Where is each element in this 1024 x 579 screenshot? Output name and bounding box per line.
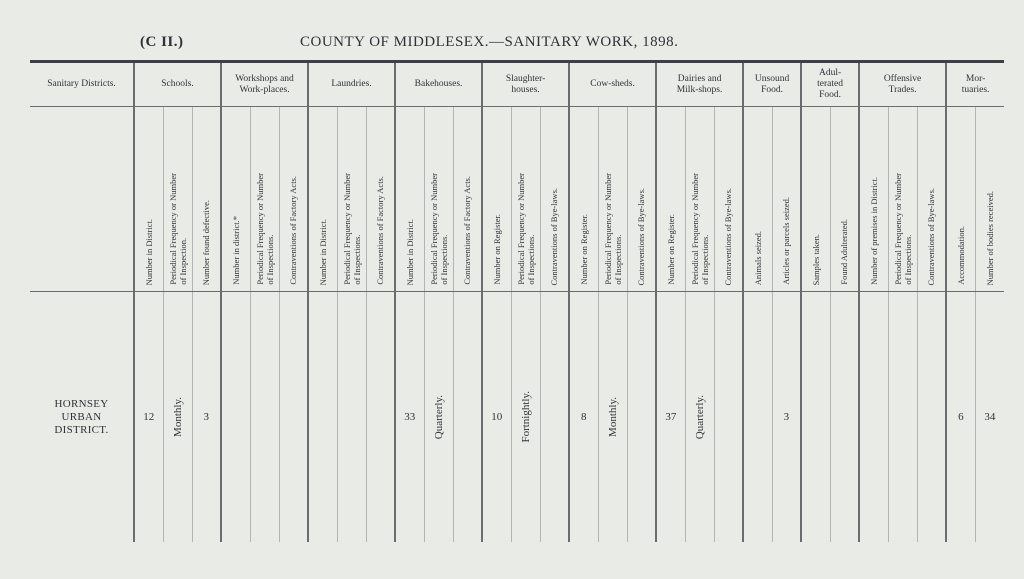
column-header-cell xyxy=(250,107,279,292)
column-header-cell xyxy=(134,107,163,292)
column-header-cell xyxy=(888,107,917,292)
cell-value: 8 xyxy=(581,411,587,423)
column-header: Number in District. xyxy=(143,218,154,285)
group-header: Dairies and Milk-shops. xyxy=(656,62,743,107)
data-cell xyxy=(134,292,163,543)
table-label: (C II.) xyxy=(140,34,184,50)
column-header-cell xyxy=(337,107,366,292)
data-cell xyxy=(163,292,192,543)
column-header-cell xyxy=(192,107,221,292)
data-cell xyxy=(656,292,685,543)
column-header: Contraventions of Bye-laws. xyxy=(636,187,647,285)
group-header: Cow-sheds. xyxy=(569,62,656,107)
cell-value: 34 xyxy=(984,411,996,423)
column-header-cell xyxy=(917,107,946,292)
data-cell xyxy=(946,292,975,543)
data-cell xyxy=(888,292,917,543)
data-cell xyxy=(917,292,946,543)
cell-value: 3 xyxy=(203,411,209,423)
column-header: Number in District. xyxy=(317,218,328,285)
column-header-cell xyxy=(163,107,192,292)
column-header-cell xyxy=(482,107,511,292)
data-cell xyxy=(308,292,337,543)
column-header-cell xyxy=(221,107,250,292)
column-header: Contraventions of Factory Acts. xyxy=(288,176,299,285)
column-header: Contraventions of Bye-laws. xyxy=(926,187,937,285)
group-header: Offensive Trades. xyxy=(859,62,946,107)
data-cell xyxy=(801,292,830,543)
group-header: Unsound Food. xyxy=(743,62,801,107)
column-header: Animals seized. xyxy=(752,230,763,285)
column-header: Periodical Frequency or Number of Inspections. xyxy=(428,173,449,285)
group-header: Workshops and Work-places. xyxy=(221,62,308,107)
column-header: Number of premises in District. xyxy=(868,177,879,285)
data-cell xyxy=(743,292,772,543)
column-header: Number on Register. xyxy=(491,214,502,285)
column-header: Periodical Frequency or Number of Inspection. xyxy=(167,173,188,285)
data-cell xyxy=(337,292,366,543)
column-header: Number of bodies received. xyxy=(984,190,995,285)
data-cell xyxy=(366,292,395,543)
column-header: Number found defective. xyxy=(201,199,212,285)
column-header: Articles or parcels seized. xyxy=(781,197,792,285)
group-header: Slaughter- houses. xyxy=(482,62,569,107)
group-header: Schools. xyxy=(134,62,221,107)
group-header: Laundries. xyxy=(308,62,395,107)
column-header-cell xyxy=(540,107,569,292)
data-cell xyxy=(221,292,250,543)
column-header: Samples taken. xyxy=(810,233,821,285)
cell-value: Monthly. xyxy=(171,397,184,437)
data-cell xyxy=(772,292,801,543)
data-cell xyxy=(395,292,424,543)
column-header: Number on Register. xyxy=(665,214,676,285)
column-header-cell xyxy=(569,107,598,292)
column-header-cell xyxy=(975,107,1004,292)
column-header-cell xyxy=(830,107,859,292)
data-cell xyxy=(685,292,714,543)
column-header-cell xyxy=(366,107,395,292)
column-header: Contraventions of Factory Acts. xyxy=(375,176,386,285)
column-header-cell xyxy=(859,107,888,292)
header-sanitary-districts: Sanitary Districts. xyxy=(30,62,134,107)
group-header: Bakehouses. xyxy=(395,62,482,107)
sanitary-work-table xyxy=(30,60,1004,542)
column-header: Number in District. xyxy=(404,218,415,285)
column-header: Contraventions of Factory Acts. xyxy=(462,176,473,285)
data-cell xyxy=(250,292,279,543)
data-cell xyxy=(279,292,308,543)
data-cell xyxy=(598,292,627,543)
column-header: Contraventions of Bye-laws. xyxy=(549,187,560,285)
column-header-cell xyxy=(946,107,975,292)
district-name: HORNSEY URBAN DISTRICT. xyxy=(54,397,109,436)
column-header-cell xyxy=(772,107,801,292)
cell-value: 37 xyxy=(665,411,677,423)
data-cell xyxy=(511,292,540,543)
column-header: Periodical Frequency or Number of Inspections. xyxy=(254,173,275,285)
cell-value: 33 xyxy=(404,411,416,423)
cell-value: 10 xyxy=(491,411,503,423)
data-cell xyxy=(859,292,888,543)
cell-value: 12 xyxy=(143,411,155,423)
column-header: Number on Register. xyxy=(578,214,589,285)
data-cell xyxy=(453,292,482,543)
column-header-cell xyxy=(627,107,656,292)
column-header-cell xyxy=(801,107,830,292)
cell-value: Monthly. xyxy=(606,397,619,437)
column-header-cell xyxy=(279,107,308,292)
column-header: Periodical Frequency or Number of Inspections. xyxy=(602,173,623,285)
cell-value: 3 xyxy=(783,411,790,423)
column-header-cell xyxy=(685,107,714,292)
cell-value: 6 xyxy=(958,411,964,423)
group-header: Adul- terated Food. xyxy=(801,62,859,107)
data-cell xyxy=(975,292,1004,543)
cell-value: Fortnightly. xyxy=(519,391,532,443)
cell-value: Quarterly. xyxy=(432,394,445,440)
column-header: Periodical Frequency or Number of Inspections. xyxy=(892,173,913,285)
page-title: COUNTY OF MIDDLESEX.—SANITARY WORK, 1898. xyxy=(300,34,679,50)
column-header: Accommodation. xyxy=(955,226,966,285)
column-header: Number in district.* xyxy=(230,216,241,285)
column-header-cell xyxy=(743,107,772,292)
column-header-cell xyxy=(453,107,482,292)
column-header-cell xyxy=(511,107,540,292)
column-header-cell xyxy=(308,107,337,292)
group-header: Mor- tuaries. xyxy=(946,62,1004,107)
data-cell xyxy=(540,292,569,543)
data-cell xyxy=(569,292,598,543)
column-header-cell xyxy=(424,107,453,292)
column-header: Contraventions of Bye-laws. xyxy=(723,187,734,285)
column-header: Periodical Frequency or Number of Inspections. xyxy=(341,173,362,285)
column-header: Found Adulterated. xyxy=(839,219,850,285)
column-header: Periodical Frequency or Number of Inspections. xyxy=(515,173,536,285)
data-cell xyxy=(714,292,743,543)
data-cell xyxy=(424,292,453,543)
data-cell xyxy=(482,292,511,543)
column-header-cell xyxy=(656,107,685,292)
column-header-cell xyxy=(395,107,424,292)
column-header-cell xyxy=(598,107,627,292)
data-cell xyxy=(192,292,221,543)
column-header: Periodical Frequency or Number of Inspections. xyxy=(689,173,710,285)
column-header-cell xyxy=(714,107,743,292)
blank-header-cell xyxy=(30,107,134,292)
data-cell xyxy=(830,292,859,543)
cell-value: Quarterly. xyxy=(693,394,706,440)
data-cell xyxy=(627,292,656,543)
